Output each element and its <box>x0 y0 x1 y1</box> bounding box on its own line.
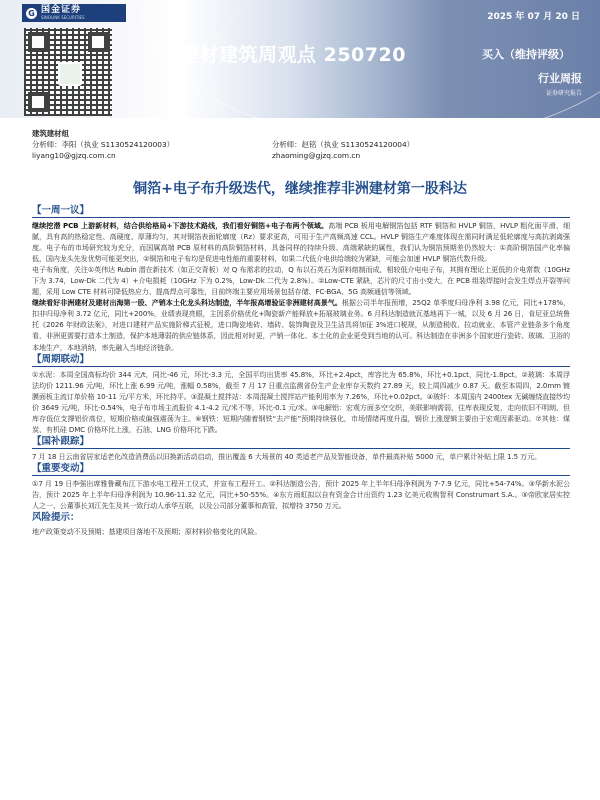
logo-mark-icon: G <box>26 8 37 19</box>
analyst-1-email[interactable]: liyang10@gjzq.com.cn <box>32 151 116 160</box>
report-date: 2025 年 07 月 20 日 <box>487 12 580 22</box>
paragraph <box>32 220 570 264</box>
report-type: 行业周报 <box>538 72 582 85</box>
section-title-changes: 【重要变动】 <box>32 463 570 476</box>
analyst-2-email[interactable]: zhaoming@gjzq.com.cn <box>272 151 361 160</box>
paragraph-lead: 继续看好非洲建材及建材出海第一股、产销本土化龙头科达制造，半年报高增验证非洲建材高景气。 <box>32 298 342 308</box>
report-headline: 铜箔+电子布升级迭代，继续推荐非洲建材第一股科达 <box>133 181 467 197</box>
company-logo <box>22 4 126 22</box>
paragraph: 电子布角度，关注①英伟达 Rubin 潜在新技术（如正交背板）对 Q 布需求的拉动，Q 布以石英石为原料熔制而成，相较低介电电子布，其拥有理论上更低的介电常数（10GHz 下为 3.74，Low-Dk 二代为 4）+介电损耗（10GHz 下为 0.2%，Low-Dk 二代为 2.8%）。②Low-CTE 紧缺，芯片的尺寸由小变大，在 PCB 组装焊接时会发生焊点开裂等问题，采用 Low CTE 材料可降低热应力、提高焊点可靠性，目前终端主要应用场景包括存储、FC-BGA、5G 高频通信等领域。 <box>32 265 570 297</box>
section-title-subsidy: 【国补跟踪】 <box>32 436 570 449</box>
analyst-info <box>32 128 572 161</box>
section-title-cycle: 【周期联动】 <box>32 354 570 367</box>
analyst-2: 分析师：赵铭（执业 S1130524120004） <box>272 140 415 149</box>
paragraph-text: 根据公司半年报预增，25Q2 单季度归母净利 3.98 亿元，同比+178%，扣非归母净利 3.72 亿元，同比+200%，业绩表现亮眼，主因系价格优化+陶瓷新产能释放+拓展玻璃业务。6 月科达制造就瓦基地再下一城，以及 6 月 26 日，肯尼亚总统鲁托《2026 年财政法案》，对进口建材产品实施阶梯式征税，进口陶瓷地砖、墙砖、装饰陶瓷及卫生洁具将加征 3%进口税规，从制造税收、拉动就业、本管产业链条多个角度看，非洲更需要打造本土制造，保护本地薄弱的供应链体系，因此相对时更，产销一体化、本土化的企业更受到当地的认可。科达制造在非洲多个国家进行瓷砖、玻璃、卫浴的本地生产，本地消纳，率先融入当地经济链条。 <box>32 298 570 352</box>
report-header <box>0 0 600 118</box>
paragraph: 地产政策变动不及预期；基建项目落地不及预期；原材料价格变化的风险。 <box>32 527 262 537</box>
rating-badge: 买入（维持评级） <box>482 48 570 61</box>
paragraph: ①水泥：本周全国高标均价 344 元/t，同比-46 元，环比-3.3 元，全国平均出货率 45.8%，环比+2.4pct，库容比为 65.8%，环比+0.1pct，同比-1.8pct。②玻璃：本周浮法均价 1211.96 元/吨，环比上涨 6.99 元/吨，涨幅 0.58%，截至 7 月 17 日重点监测省份生产企业库存天数约 27.89 天，较上周四减少 0.87 天。截至本周四，2.0mm 镀膜面板主流订单价格 10-11 元/平方米，环比持平。③混凝土搅拌站：本周混凝土搅拌站产能利用率为 7.26%，环比+0.02pct。④玻纤：本周国内 2400tex 无碱缠绕直接纱均价 3649 元/吨，环比-0.54%，电子布市场主流报价 4.1-4.2 元/米不等，环比-0.1 元/米。⑤电解铝：宏观方面多空交织，美联影响需弱，往库表现反复，走向依旧不明朗，但库存低位支撑铝价高位，短期价格或偏强震荡为主。⑥钢铁：短期内随着钢铁“去产能”预期持续强化，市场情绪再度升温，钢价上涨逻辑主要由于宏观因素驱动。⑦其他：煤炭、有机硅 DMC 价格环比上涨，石油、LNG 价格环比下跌。 <box>32 369 570 434</box>
paragraph-text: 高端 PCB 板用电解铜箔包括 RTF 铜箔和 HVLP 铜箔，HVLP 粗化面平滑、细腻，具有高的热稳定性、高硬度、厚薄均匀，其对铜箔表面轮廓度（Rz）要求更高，可用于生产高频高速 CCL。HVLP 铜箔生产难度体现在需同时满足低轮廓度与高抗剥离强度。电子布的市场研究较为充分，而国属高端 PCB 原材料的高阶铜箔材料，具备同样的持续升级、高端紧缺的属性，我们认为铜箔预期差仍然较大：①高阶铜箔国产化率偏低，国内龙头先发优势可能更突出，②铜箔和电子布均是促进电性能的重要材料，如果二代低介电供给端较为紧缺，可能会加速 HVLP 铜箔代数升级。 <box>32 221 570 264</box>
paragraph-lead: 继续挖潜 PCB 上游新材料，结合供给格局+下游技术路线，我们看好铜箔+电子布两个领域。 <box>32 221 329 230</box>
report-body <box>32 204 570 537</box>
qr-code <box>24 28 112 116</box>
report-title: 建材建筑周观点 250720 <box>180 44 406 66</box>
paragraph <box>32 297 570 352</box>
analyst-1: 分析师：李阳（执业 S1130524120003） <box>32 140 175 149</box>
paragraph: 7 月 18 日云南省居家适老化改造消费品以旧换新活动启动，推出覆盖 6 大场景的 40 类适老产品及智能设备，单件最高补贴 5000 元，单户累计补贴上限 1.5 万元。 <box>32 451 541 461</box>
logo-name-cn: 国金证券 <box>41 5 82 15</box>
qr-center-logo-icon <box>58 62 82 86</box>
logo-name-en: SINOLINK SECURITIES <box>41 15 85 20</box>
section-title-risk: 风险提示： <box>32 512 80 524</box>
sector-label: 建筑建材组 <box>32 129 69 138</box>
report-subtitle: 证券研究报告 <box>545 90 582 97</box>
paragraph: ①7 月 19 日李强出席雅鲁藏布江下游水电工程开工仪式，并宣布工程开工。②科达制造公告，预计 2025 年上半年归母净利润为 7-7.9 亿元，同比+54-74%。③华新水泥公告，预计 2025 年上半年归母净利润为 10.96-11.32 亿元，同比+50-55%。④东方雨虹拟以自有资金合计出资约 1.23 亿美元收购智利 Construmart S.A.。⑤帝欧家居实控人之一、公董事长刘江先生及其一致行动人承华互联，以及公司部分董事和高管，拟增持 3750 万元。 <box>32 478 570 510</box>
section-title-weekly-topic: 【一周一议】 <box>32 205 570 218</box>
